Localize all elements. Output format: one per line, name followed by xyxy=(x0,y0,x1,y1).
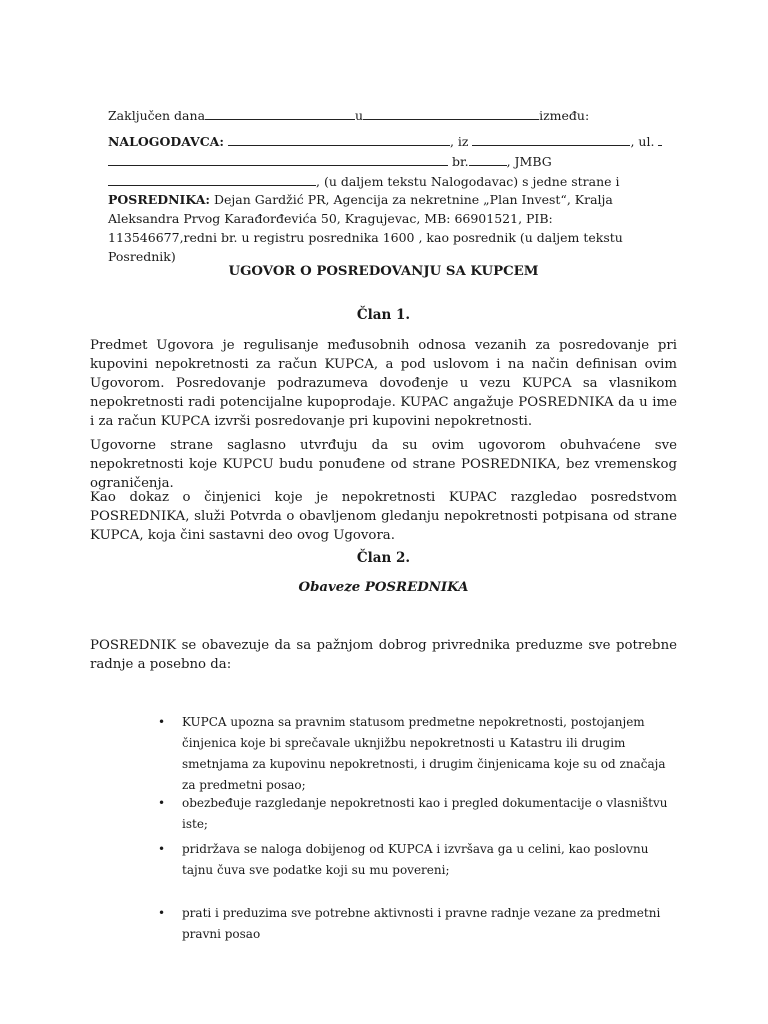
bullet-icon: • xyxy=(158,906,166,920)
bullet-icon: • xyxy=(158,842,166,856)
between-label: između: xyxy=(539,108,590,123)
list-item-text: pridržava se naloga dobijenog od KUPCA i izvršava ga u celini, kao poslovnu tajnu čuva sve podatke koji su mu povereni; xyxy=(182,842,649,877)
obligations-list-1 xyxy=(158,712,678,796)
jmbg-line xyxy=(108,172,648,192)
principal-name-blank[interactable] xyxy=(228,133,450,146)
list-item xyxy=(158,712,678,796)
article-1-heading: Član 1. xyxy=(356,307,411,323)
address-line xyxy=(108,152,648,172)
street-label: , ul. xyxy=(630,134,655,149)
article-1-paragraph-1: Predmet Ugovora je regulisanje međusobnih odnosa vezanih za posredovanje pri kupovini nepokretnosti za račun KUPCA, a pod uslovom i na način definisan ovim Ugovorom. Posredovanje podrazumeva dovođenje u vezu KUPCA sa vlasnikom nepokretnosti radi potencijalne kupoprodaje. KUPAC angažuje POSREDNIKA da u ime i za račun KUPCA izvrši posredovanje pri kupovini nepokretnosti. xyxy=(90,338,677,429)
list-item-text: prati i preduzima sve potrebne aktivnosti i pravne radnje vezane za predmetni pravni posao xyxy=(182,906,661,941)
list-item xyxy=(158,793,678,835)
number-label: br. xyxy=(451,154,469,169)
street-blank-tail[interactable] xyxy=(658,133,662,146)
obligations-list-3 xyxy=(158,839,678,881)
principal-suffix: , (u daljem tekstu Nalogodavac) s jedne strane i xyxy=(316,174,620,189)
broker-label: POSREDNIKA: xyxy=(108,192,211,207)
article-2-subheading: Obaveze POSREDNIKA xyxy=(298,580,469,595)
contract-header xyxy=(108,106,655,192)
from-label: , iz xyxy=(449,134,469,149)
article-1-paragraph-2: Ugovorne strane saglasno utvrđuju da su ovim ugovorom obuhvaćene sve nepokretnosti koje KUPCU budu ponuđene od strane POSREDNIKA, bez vremenskog ograničenja. xyxy=(90,438,677,491)
jmbg-blank[interactable] xyxy=(108,173,316,186)
principal-city-blank[interactable] xyxy=(472,133,630,146)
street-blank[interactable] xyxy=(108,153,448,166)
bullet-icon: • xyxy=(158,796,166,810)
list-item-text: KUPCA upozna sa pravnim statusom predmetne nepokretnosti, postojanjem činjenica koje bi sprečavale uknjižbu nepokretnosti u Katastru ili drugim smetnjama za kupovinu nepokretnosti, i drugim činjenicama koje su od značaja za predmetni posao; xyxy=(182,715,666,792)
date-blank[interactable] xyxy=(205,107,355,120)
bullet-icon: • xyxy=(158,715,166,729)
place-label: u xyxy=(355,108,364,123)
article-1-paragraph-3: Kao dokaz o činjenici koje je nepokretnosti KUPAC razgledao posredstvom POSREDNIKA, služi Potvrda o obavljenom gledanju nepokretnosti potpisana od strane KUPCA, koja čini sastavni deo ovog Ugovora. xyxy=(90,490,677,543)
place-blank[interactable] xyxy=(363,107,539,120)
obligations-list-2 xyxy=(158,793,678,835)
list-item xyxy=(158,839,678,881)
list-item-text: obezbeđuje razgledanje nepokretnosti kao i pregled dokumentacije o vlasništvu iste; xyxy=(182,796,668,831)
concluded-label: Zaključen dana xyxy=(108,108,206,123)
principal-label: NALOGODAVCA: xyxy=(108,134,224,149)
list-item xyxy=(158,903,678,945)
broker-details: Dejan Gardžić PR, Agencija za nekretnine „Plan Invest“, Kralja Aleksandra Prvog Karađorđevića 50, Kragujevac, MB: 66901521, PIB: 113546677,redni br. u registru posrednika 1600 , kao posrednik (u daljem tekstu Posrednik) xyxy=(108,192,623,264)
article-2-intro: POSREDNIK se obavezuje da sa pažnjom dobrog privrednika preduzme sve potrebne radnje a posebno da: xyxy=(90,638,677,672)
principal-line xyxy=(108,132,655,152)
conclusion-line xyxy=(108,106,648,126)
broker-info xyxy=(108,190,653,266)
number-blank[interactable] xyxy=(469,153,507,166)
contract-title: UGOVOR O POSREDOVANJU SA KUPCEM xyxy=(228,264,539,279)
obligations-list-4 xyxy=(158,903,678,945)
jmbg-label: , JMBG xyxy=(506,154,552,169)
article-2-heading: Član 2. xyxy=(356,550,411,566)
